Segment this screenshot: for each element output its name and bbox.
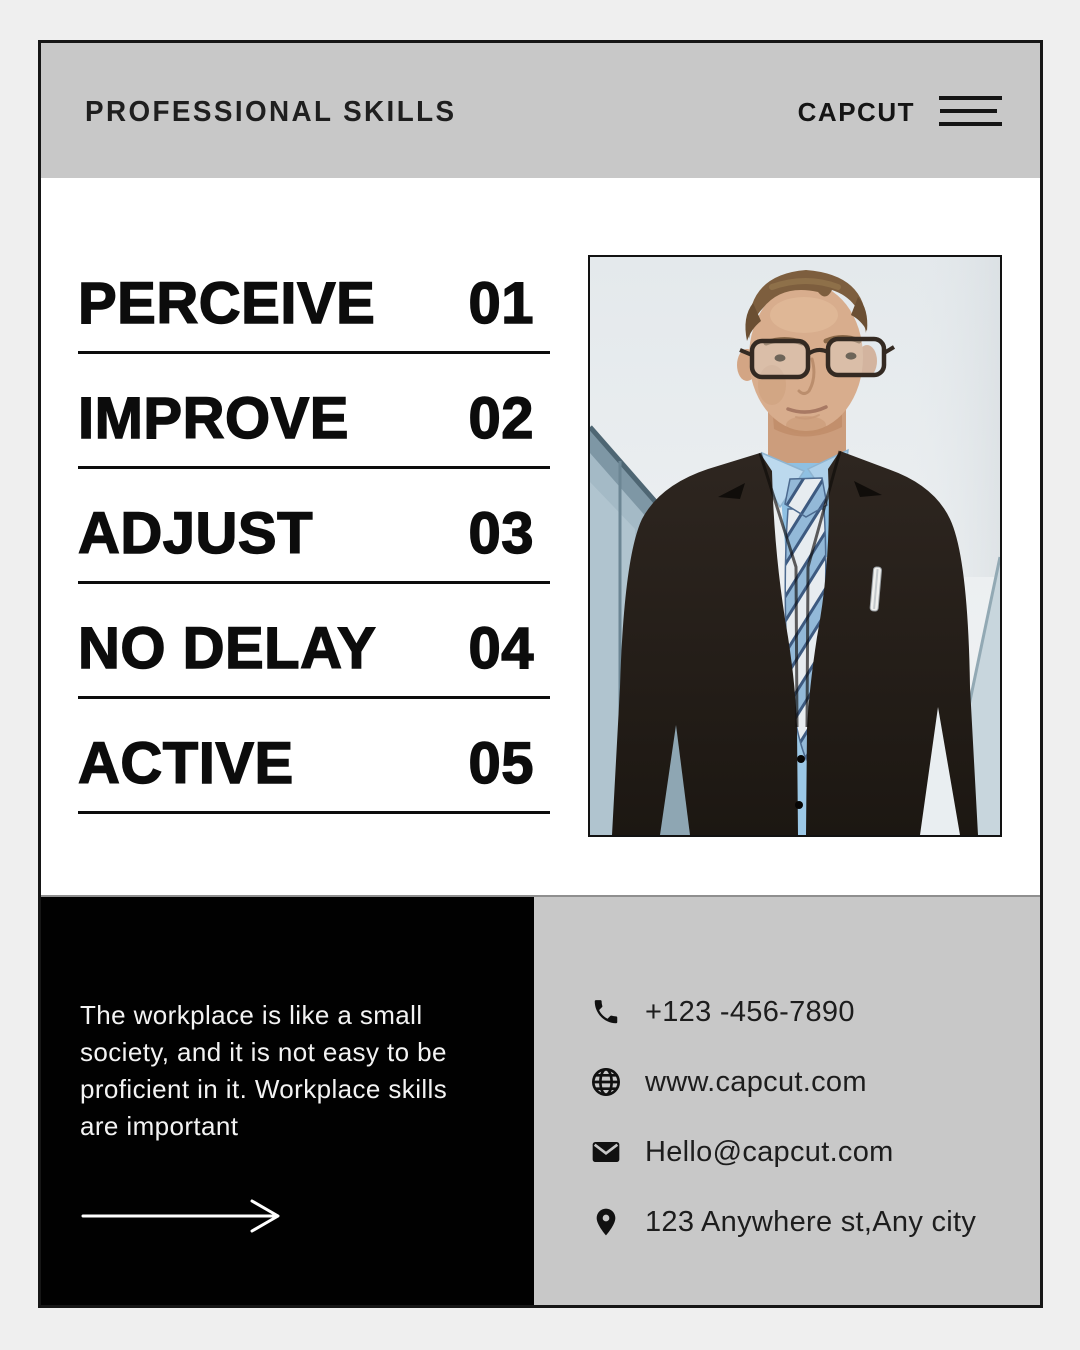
mail-icon: [590, 1136, 622, 1168]
phone-icon: [590, 997, 622, 1027]
skill-number: 01: [468, 271, 534, 336]
poster-card: [38, 40, 1043, 1308]
skill-row: [78, 388, 550, 469]
skill-label: NO DELAY: [78, 616, 377, 681]
quote-box: [41, 897, 534, 1305]
skill-number: 05: [468, 731, 534, 796]
contact-row: [590, 1204, 1040, 1240]
hamburger-menu-icon[interactable]: [939, 96, 1002, 126]
bottom-section: [41, 897, 1040, 1305]
contact-row: [590, 1064, 1040, 1100]
right-arrow-icon: [80, 1197, 504, 1240]
quote-text: proficient in it. Workplace skills: [80, 1074, 448, 1104]
skill-number: 02: [468, 386, 534, 451]
quote-text: are important: [80, 1111, 239, 1141]
menu-bar: [939, 122, 1002, 126]
skill-row: [78, 733, 550, 814]
quote-text: society, and it is not easy to be: [80, 1037, 447, 1067]
main-section: [41, 178, 1040, 897]
header-right: [798, 93, 1002, 128]
skill-row: [78, 273, 550, 354]
skill-row: [78, 503, 550, 584]
quote-text: The workplace is like a small: [80, 1000, 423, 1030]
menu-bar: [940, 109, 997, 113]
website-url: www.capcut.com: [645, 1065, 867, 1098]
skill-label: ADJUST: [78, 501, 314, 566]
skills-list: [78, 273, 550, 848]
brand-logo: CAPCUT: [797, 97, 915, 127]
globe-icon: [590, 1066, 622, 1098]
menu-bar: [939, 96, 1002, 100]
skill-row: [78, 618, 550, 699]
portrait-photo: [588, 255, 1002, 837]
location-icon: [590, 1205, 622, 1239]
skill-label: ACTIVE: [78, 731, 294, 796]
skill-label: PERCEIVE: [78, 271, 376, 336]
email-address: Hello@capcut.com: [645, 1135, 894, 1168]
contact-row: [590, 994, 1040, 1030]
skill-number: 03: [468, 501, 534, 566]
page-title: PROFESSIONAL SKILLS: [85, 96, 457, 128]
skill-number: 04: [468, 616, 534, 681]
contact-panel: [534, 897, 1040, 1305]
skill-label: IMPROVE: [78, 386, 349, 451]
contact-row: [590, 1134, 1040, 1170]
header-bar: [41, 43, 1040, 178]
phone-number: +123 -456-7890: [645, 995, 855, 1028]
street-address: 123 Anywhere st,Any city: [645, 1205, 977, 1238]
